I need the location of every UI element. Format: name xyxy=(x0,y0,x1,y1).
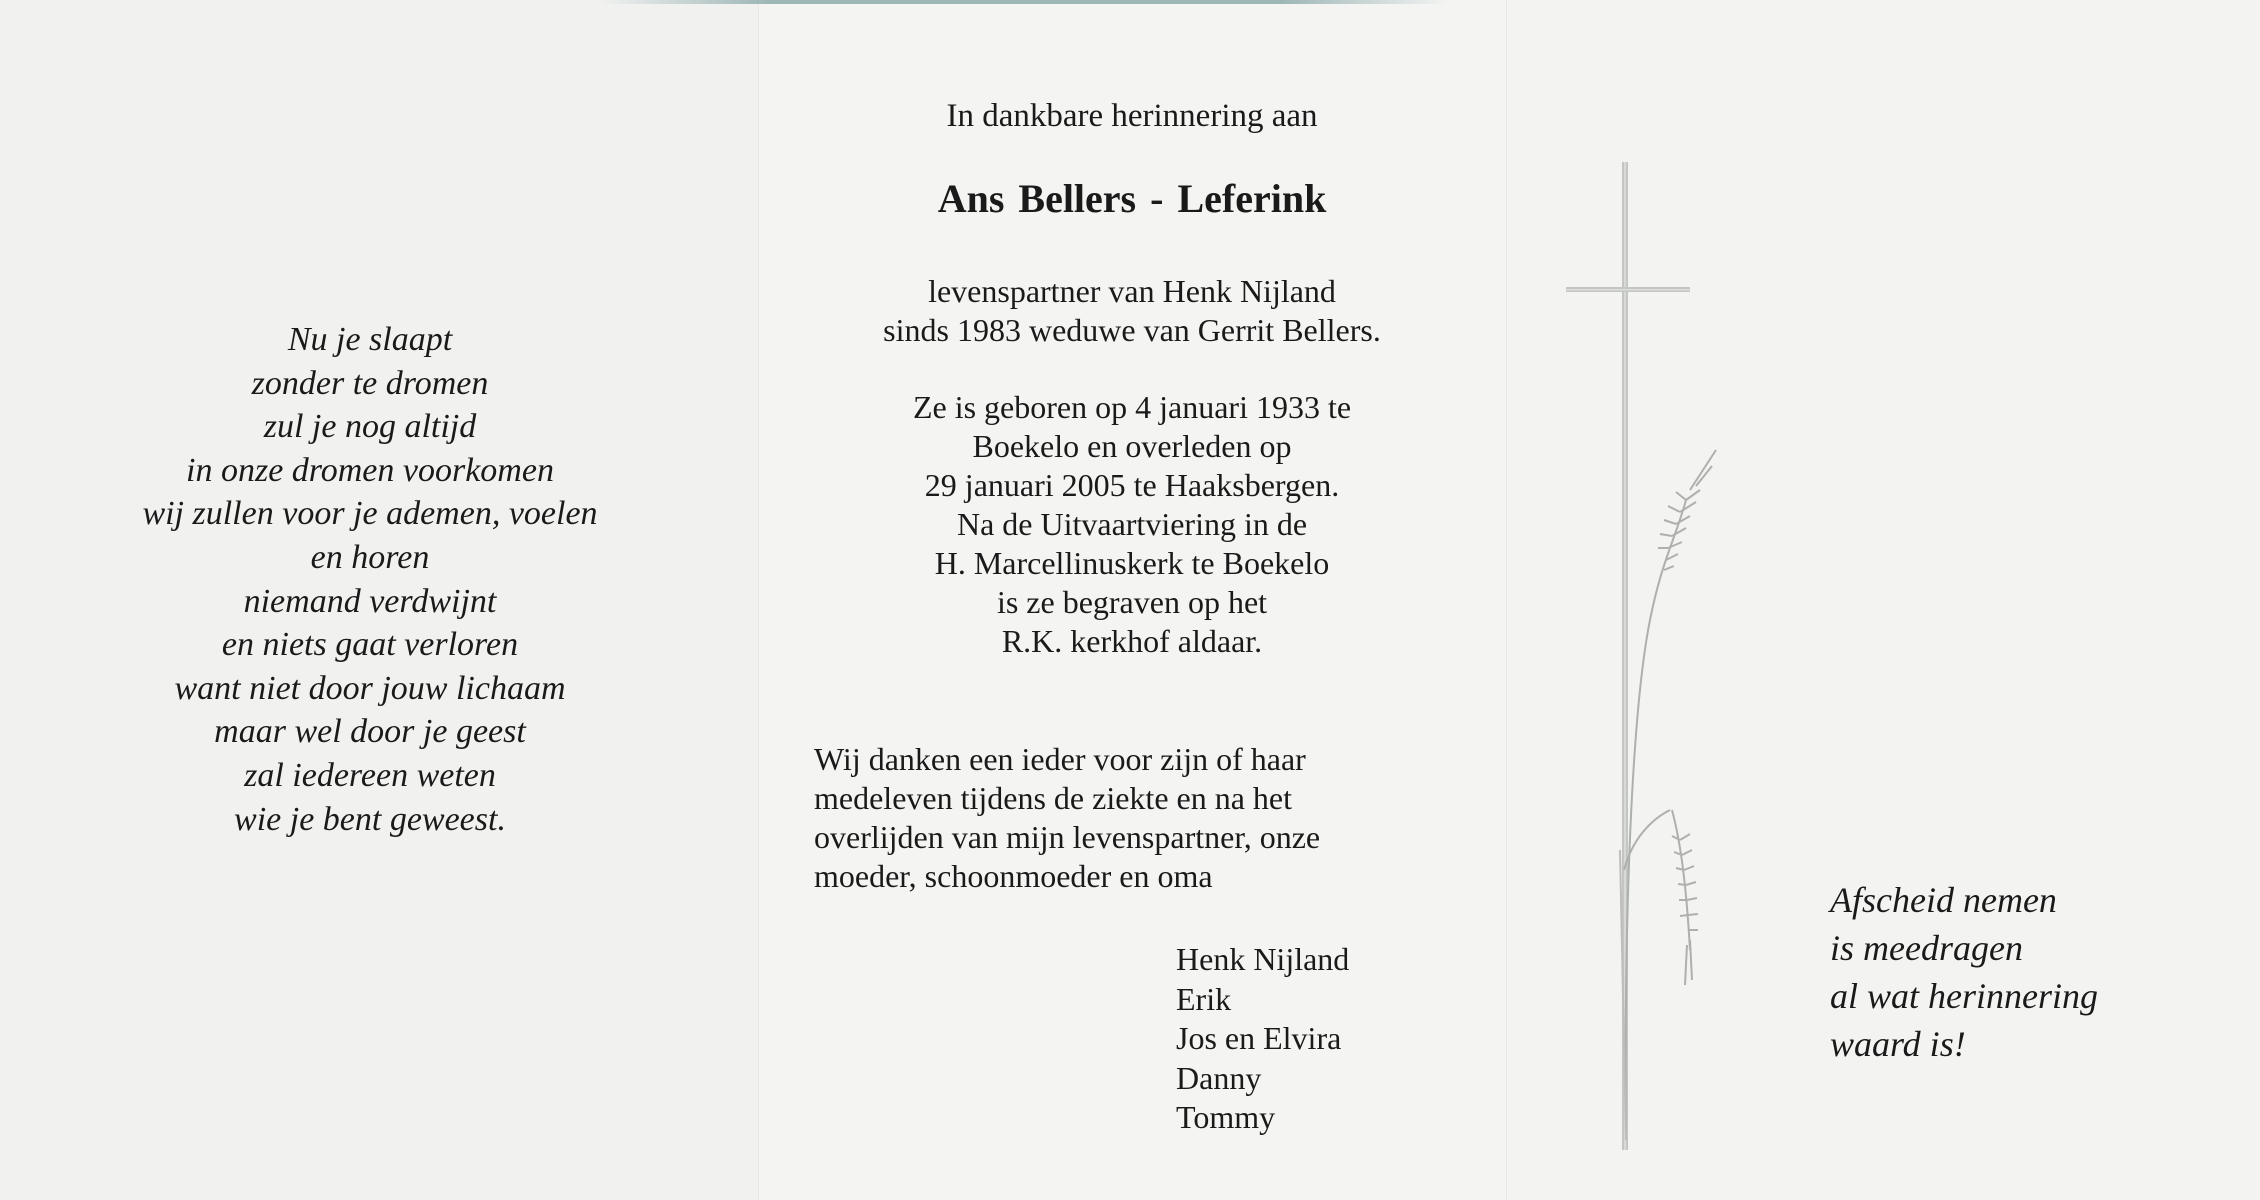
signature-name: Henk Nijland xyxy=(1176,941,1350,977)
details-line: is ze begraven op het xyxy=(996,584,1268,620)
poem-line: Afscheid nemen xyxy=(1830,880,2057,920)
details-line: Na de Uitvaartviering in de xyxy=(956,506,1308,542)
details-line: 29 januari 2005 te Haaksbergen. xyxy=(924,467,1340,503)
relation-text xyxy=(758,272,1506,350)
poem-line: want niet door jouw lichaam xyxy=(174,669,566,707)
wheat-stalk-tall xyxy=(1626,450,1716,1130)
relation-line: sinds 1983 weduwe van Gerrit Bellers. xyxy=(883,312,1381,348)
poem-line: en niets gaat verloren xyxy=(221,626,519,664)
poem-line: zul je nog altijd xyxy=(263,408,477,446)
left-poem xyxy=(60,318,680,841)
signature-list xyxy=(1176,940,1476,1138)
poem-line: Nu je slaapt xyxy=(287,321,453,358)
poem-line: niemand verdwijnt xyxy=(243,582,497,620)
signature-name: Tommy xyxy=(1176,1099,1276,1135)
details-line: R.K. kerkhof aldaar. xyxy=(1001,623,1263,659)
details-line: Ze is geboren op 4 januari 1933 te xyxy=(912,389,1352,425)
card-top-edge xyxy=(600,0,1450,4)
right-poem xyxy=(1830,876,2230,1068)
poem-line: zal iedereen weten xyxy=(244,756,496,794)
fold-line-right xyxy=(1506,0,1508,1200)
poem-line: zonder te dromen xyxy=(251,364,489,402)
poem-line: al wat herinnering xyxy=(1830,976,2098,1016)
details-line: H. Marcellinuskerk te Boekelo xyxy=(934,545,1330,581)
signature-name: Jos en Elvira xyxy=(1176,1020,1342,1056)
poem-line: maar wel door je geest xyxy=(214,713,526,751)
deceased-name: Ans Bellers - Leferink xyxy=(937,176,1327,221)
signature-name: Erik xyxy=(1176,980,1232,1017)
thanks-text xyxy=(814,740,1474,896)
thanks-line: medeleven tijdens de ziekte en na het xyxy=(814,780,1293,816)
poem-line: wie je bent geweest. xyxy=(234,800,506,838)
life-details xyxy=(758,388,1506,661)
details-line: Boekelo en overleden op xyxy=(972,428,1292,464)
poem-line: wij zullen voor je ademen, voelen xyxy=(142,495,598,533)
intro-text: In dankbare herinnering aan xyxy=(946,98,1318,134)
poem-line: waard is! xyxy=(1830,1024,1966,1064)
wheat-stalk-short xyxy=(1624,810,1698,985)
relation-line: levenspartner van Henk Nijland xyxy=(928,273,1336,309)
thanks-line: overlijden van mijn levenspartner, onze xyxy=(814,819,1321,855)
poem-line: is meedragen xyxy=(1830,928,2023,968)
thanks-line: moeder, schoonmoeder en oma xyxy=(814,858,1213,894)
signature-name: Danny xyxy=(1176,1059,1262,1096)
thanks-line: Wij danken een ieder voor zijn of haar xyxy=(814,741,1306,777)
cross-with-wheat-icon xyxy=(1540,150,1800,1150)
poem-line: in onze dromen voorkomen xyxy=(186,451,554,489)
poem-line: en horen xyxy=(310,538,430,576)
